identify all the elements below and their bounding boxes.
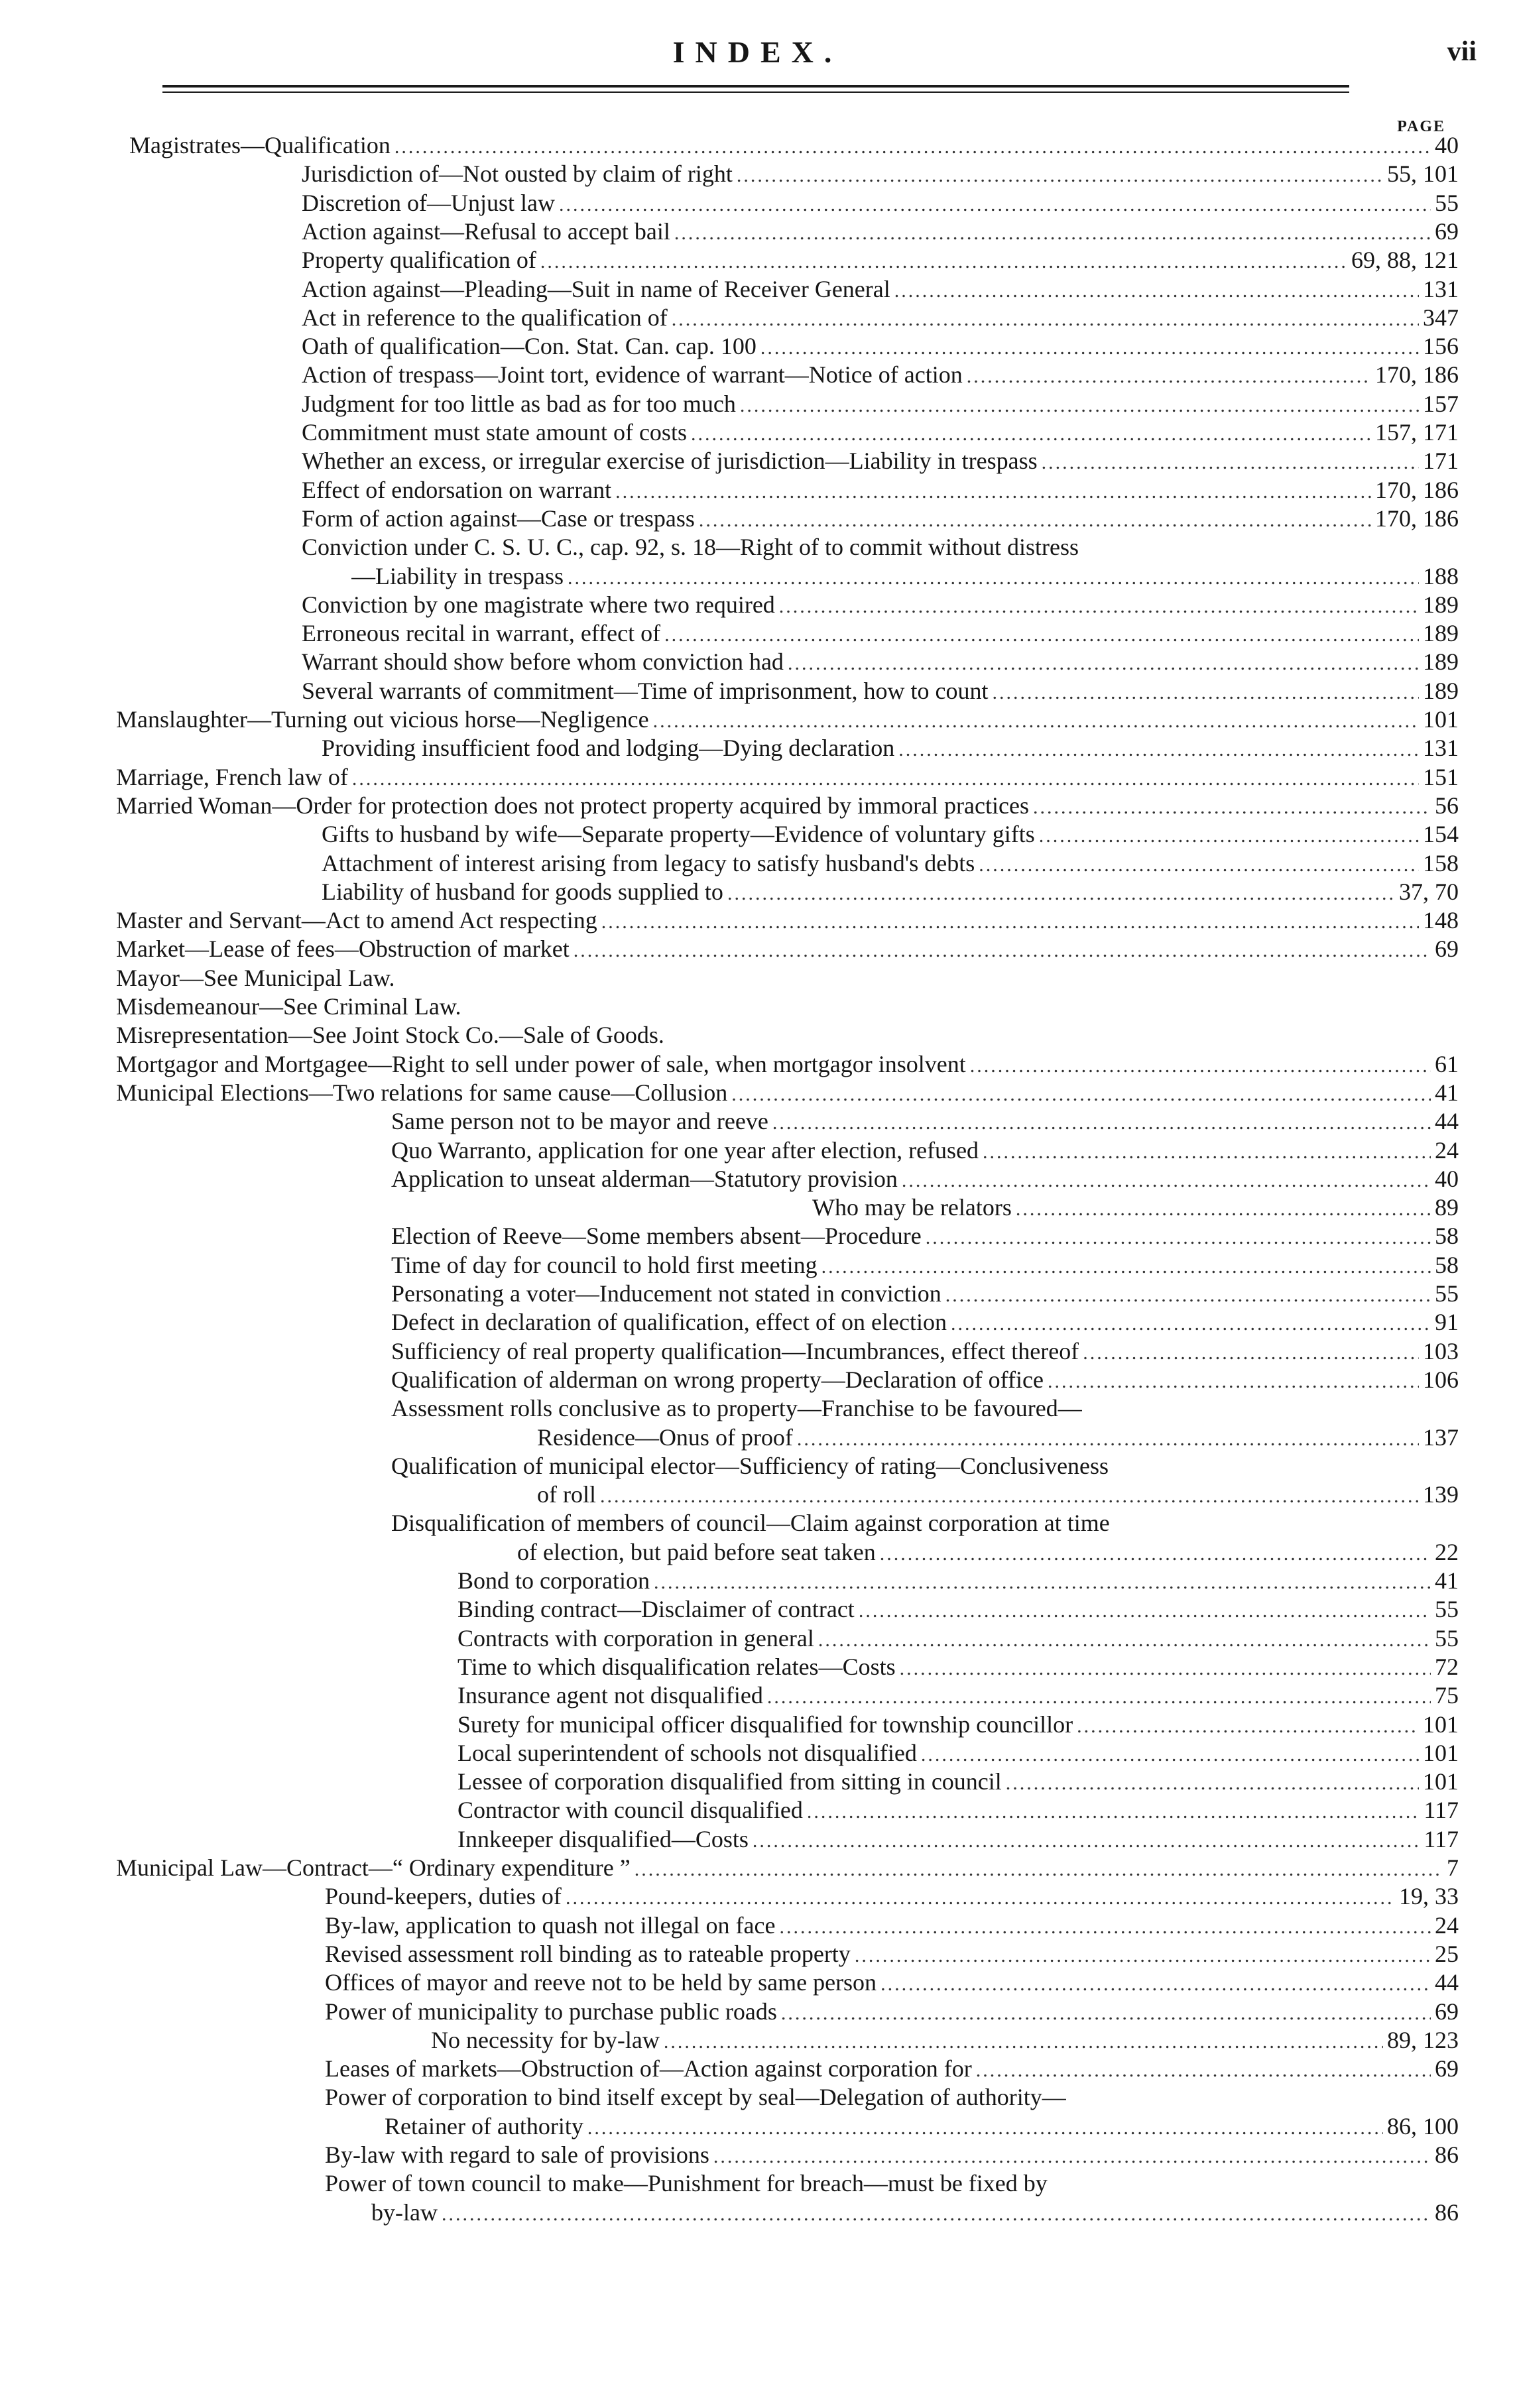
- dot-leader: [797, 1425, 1419, 1453]
- entry-pages: 24: [1435, 1137, 1459, 1164]
- entry-pages: 117: [1424, 1797, 1459, 1823]
- index-entry: [325, 1911, 1459, 1939]
- index-entry: [302, 591, 1459, 619]
- dot-leader: [894, 277, 1419, 305]
- entry-pages: 24: [1435, 1912, 1459, 1939]
- dot-leader: [898, 736, 1419, 764]
- entry-pages: 189: [1423, 648, 1459, 675]
- entry-text: Commitment must state amount of costs: [302, 419, 687, 446]
- dot-leader: [737, 162, 1383, 190]
- entry-text: Municipal Law—Contract—“ Ordinary expenditure ”: [116, 1854, 631, 1881]
- entry-pages: 101: [1423, 1740, 1459, 1766]
- page-header: [0, 34, 1515, 88]
- index-entry: [325, 1940, 1459, 1968]
- dot-leader: [993, 679, 1419, 707]
- entry-text: Lessee of corporation disqualified from sitting in council: [457, 1768, 1002, 1795]
- index-entry: [116, 1854, 1459, 1882]
- entry-pages: 37, 70: [1399, 878, 1459, 905]
- entry-pages: 157: [1423, 391, 1459, 417]
- index-entry: [302, 217, 1459, 245]
- index-entry: [116, 906, 1459, 934]
- index-entry: [457, 1711, 1459, 1738]
- index-entry: [457, 1825, 1459, 1853]
- dot-leader: [818, 1626, 1431, 1654]
- entry-pages: 188: [1423, 563, 1459, 589]
- index-entry: [116, 993, 1459, 1020]
- index-entry: [391, 1509, 1459, 1537]
- index-entry: [457, 1624, 1459, 1652]
- entry-pages: 101: [1423, 706, 1459, 733]
- dot-leader: [654, 1569, 1431, 1596]
- index-entry: [302, 533, 1459, 561]
- entry-text: Power of municipality to purchase public roads: [325, 1998, 777, 2025]
- index-entry: [302, 476, 1459, 504]
- entry-text: by-law: [371, 2199, 438, 2226]
- entry-text: Misrepresentation—See Joint Stock Co.—Sale of Goods.: [116, 1022, 664, 1048]
- index-entry: [302, 361, 1459, 389]
- entry-text: Power of corporation to bind itself except by seal—Delegation of authority—: [325, 2084, 1066, 2110]
- entry-pages: 154: [1423, 821, 1459, 847]
- dot-leader: [900, 1655, 1431, 1683]
- entry-text: Conviction under C. S. U. C., cap. 92, s. 18—Right of to commit without distress: [302, 534, 1079, 560]
- entry-pages: 25: [1435, 1941, 1459, 1967]
- entry-text: Insurance agent not disqualified: [457, 1682, 763, 1709]
- dot-leader: [600, 1482, 1419, 1510]
- index-entry: [812, 1193, 1459, 1221]
- entry-text: Act in reference to the qualification of: [302, 304, 668, 331]
- dot-leader: [731, 1081, 1431, 1109]
- index-entry: [325, 1998, 1459, 2025]
- dot-leader: [945, 1282, 1431, 1309]
- dot-leader: [880, 1970, 1431, 1998]
- entry-text: Binding contract—Disclaimer of contract: [457, 1596, 855, 1622]
- page-title: INDEX.: [672, 35, 843, 69]
- entry-text: Offices of mayor and reeve not to be held by same person: [325, 1969, 877, 1996]
- index-entry: [457, 1595, 1459, 1623]
- entry-text: Revised assessment roll binding as to rateable property: [325, 1941, 851, 1967]
- dot-leader: [674, 219, 1431, 247]
- entry-text: Time of day for council to hold first meeting: [391, 1252, 818, 1278]
- dot-leader: [779, 593, 1419, 621]
- entry-text: Misdemeanour—See Criminal Law.: [116, 993, 461, 1020]
- dot-leader: [672, 306, 1419, 333]
- entry-text: No necessity for by-law: [431, 2027, 660, 2053]
- dot-leader: [781, 2000, 1431, 2027]
- index-entry: [325, 1968, 1459, 1996]
- index-entry: [391, 1222, 1459, 1250]
- header-rule-thin: [162, 91, 1349, 93]
- dot-leader: [976, 2057, 1431, 2084]
- index-entry: [385, 2112, 1459, 2140]
- entry-text: Contractor with council disqualified: [457, 1797, 803, 1823]
- entry-text: By-law, application to quash not illegal on face: [325, 1912, 776, 1939]
- index-entry: [391, 1165, 1459, 1193]
- entry-text: Qualification of municipal elector—Sufficiency of rating—Conclusiveness: [391, 1453, 1109, 1479]
- entry-text: Innkeeper disqualified—Costs: [457, 1826, 749, 1852]
- entry-pages: 170, 186: [1375, 477, 1459, 503]
- dot-leader: [855, 1942, 1431, 1970]
- entry-text: Surety for municipal officer disqualified for township councillor: [457, 1711, 1073, 1738]
- index-entry: [457, 1768, 1459, 1795]
- entry-text: Liability of husband for goods supplied to: [322, 878, 723, 905]
- index-entry: [302, 304, 1459, 331]
- entry-pages: 69: [1435, 218, 1459, 245]
- entry-text: Defect in declaration of qualification, effect of on election: [391, 1309, 947, 1335]
- entry-text: Whether an excess, or irregular exercise of jurisdiction—Liability in trespass: [302, 448, 1038, 474]
- entry-text: Retainer of authority: [385, 2113, 583, 2139]
- entry-pages: 89: [1435, 1194, 1459, 1221]
- index-entry: [457, 1681, 1459, 1709]
- entry-pages: 7: [1447, 1854, 1459, 1881]
- index-entry: [325, 2055, 1459, 2082]
- entry-pages: 55: [1435, 1596, 1459, 1622]
- entry-text: Pound-keepers, duties of: [325, 1883, 562, 1909]
- index-entry: [391, 1107, 1459, 1135]
- entry-text: Qualification of alderman on wrong property—Declaration of office: [391, 1366, 1044, 1393]
- page-column-label: PAGE: [1397, 118, 1445, 135]
- dot-leader: [970, 1052, 1431, 1080]
- dot-leader: [859, 1597, 1431, 1625]
- index-entry: [322, 820, 1459, 848]
- dot-leader: [767, 1683, 1431, 1711]
- index-entry: [116, 964, 1459, 992]
- entry-pages: 189: [1423, 591, 1459, 618]
- entry-pages: 106: [1423, 1366, 1459, 1393]
- entry-text: Personating a voter—Inducement not stated in conviction: [391, 1280, 941, 1307]
- dot-leader: [1077, 1713, 1419, 1740]
- header-rule: [162, 85, 1349, 88]
- entry-text: Contracts with corporation in general: [457, 1625, 814, 1652]
- dot-leader: [653, 707, 1419, 735]
- index-entry: [116, 792, 1459, 819]
- index-entry: [302, 390, 1459, 418]
- entry-text: Leases of markets—Obstruction of—Action against corporation for: [325, 2055, 972, 2082]
- dot-leader: [779, 1913, 1431, 1941]
- entry-pages: 117: [1424, 1826, 1459, 1852]
- entry-pages: 40: [1435, 132, 1459, 158]
- entry-text: Manslaughter—Turning out vicious horse—Negligence: [116, 706, 649, 733]
- index-entry: [325, 2083, 1459, 2111]
- entry-pages: 69: [1435, 935, 1459, 962]
- dot-leader: [1016, 1195, 1431, 1223]
- dot-leader: [1039, 822, 1419, 850]
- entry-pages: 101: [1423, 1768, 1459, 1795]
- entry-text: Warrant should show before whom conviction had: [302, 648, 784, 675]
- entry-pages: 131: [1423, 735, 1459, 761]
- entry-pages: 347: [1423, 304, 1459, 331]
- entry-pages: 101: [1423, 1711, 1459, 1738]
- dot-leader: [772, 1109, 1431, 1137]
- entry-text: Marriage, French law of: [116, 764, 348, 790]
- dot-leader: [926, 1224, 1431, 1252]
- dot-leader: [664, 2028, 1383, 2056]
- entry-text: of election, but paid before seat taken: [517, 1539, 876, 1565]
- entry-text: Erroneous recital in warrant, effect of: [302, 620, 661, 646]
- entry-pages: 91: [1435, 1309, 1459, 1335]
- index-entry: [517, 1538, 1459, 1566]
- dot-leader: [821, 1253, 1431, 1281]
- index-entry: [537, 1423, 1459, 1451]
- entry-text: Residence—Onus of proof: [537, 1424, 793, 1451]
- index-entry: [457, 1567, 1459, 1595]
- dot-leader: [664, 621, 1419, 649]
- index-entry: [457, 1739, 1459, 1767]
- entry-pages: 55, 101: [1387, 160, 1459, 187]
- entry-text: By-law with regard to sale of provisions: [325, 2141, 709, 2168]
- entry-text: Gifts to husband by wife—Separate property—Evidence of voluntary gifts: [322, 821, 1035, 847]
- entry-text: Property qualification of: [302, 247, 536, 273]
- entry-pages: 40: [1435, 1166, 1459, 1192]
- entry-pages: 69: [1435, 1998, 1459, 2025]
- index-entry: [302, 447, 1459, 475]
- entry-text: Conviction by one magistrate where two required: [302, 591, 775, 618]
- entry-pages: 137: [1423, 1424, 1459, 1451]
- entry-text: Assessment rolls conclusive as to property—Franchise to be favoured—: [391, 1395, 1082, 1421]
- entry-pages: 75: [1435, 1682, 1459, 1709]
- entry-text: Magistrates—Qualification: [129, 132, 391, 158]
- index-entry: [116, 705, 1459, 733]
- entry-pages: 55: [1435, 1280, 1459, 1307]
- entry-text: Quo Warranto, application for one year after election, refused: [391, 1137, 979, 1164]
- index-entry: [322, 734, 1459, 762]
- index-entry: [325, 2169, 1459, 2197]
- index-entry: [116, 1021, 1459, 1049]
- entry-pages: 69, 88, 121: [1351, 247, 1459, 273]
- index-entry: [302, 332, 1459, 360]
- entry-pages: 69: [1435, 2055, 1459, 2082]
- index-entry: [302, 677, 1459, 705]
- entry-pages: 157, 171: [1375, 419, 1459, 446]
- index-entry: [457, 1796, 1459, 1824]
- index-entry: [537, 1480, 1459, 1508]
- index-entry: [116, 763, 1459, 791]
- dot-leader: [1033, 794, 1431, 821]
- dot-leader: [615, 478, 1371, 506]
- entry-text: Providing insufficient food and lodging—Dying declaration: [322, 735, 895, 761]
- entry-text: Application to unseat alderman—Statutory provision: [391, 1166, 898, 1192]
- entry-pages: 44: [1435, 1108, 1459, 1134]
- index-entry: [322, 849, 1459, 877]
- dot-leader: [559, 191, 1431, 219]
- entry-pages: 103: [1423, 1338, 1459, 1364]
- index-entry: [391, 1308, 1459, 1336]
- entry-pages: 55: [1435, 190, 1459, 216]
- dot-leader: [1042, 449, 1419, 477]
- dot-leader: [807, 1798, 1420, 1826]
- dot-leader: [788, 650, 1419, 678]
- index-entry: [391, 1394, 1459, 1422]
- dot-leader: [921, 1741, 1419, 1769]
- entry-text: Mayor—See Municipal Law.: [116, 965, 395, 991]
- index-entry: [302, 160, 1459, 188]
- entry-text: Local superintendent of schools not disqualified: [457, 1740, 917, 1766]
- dot-leader: [442, 2200, 1431, 2228]
- entry-text: Effect of endorsation on warrant: [302, 477, 612, 503]
- index-entry: [391, 1136, 1459, 1164]
- entry-pages: 72: [1435, 1654, 1459, 1680]
- dot-leader: [967, 363, 1371, 391]
- dot-leader: [979, 851, 1419, 879]
- entry-pages: 89, 123: [1387, 2027, 1459, 2053]
- dot-leader: [740, 392, 1419, 420]
- entry-pages: 41: [1435, 1079, 1459, 1106]
- index-entry: [322, 878, 1459, 906]
- dot-leader: [1048, 1368, 1419, 1396]
- entry-pages: 189: [1423, 678, 1459, 704]
- dot-leader: [753, 1827, 1420, 1855]
- entry-text: Municipal Elections—Two relations for same cause—Collusion: [116, 1079, 728, 1106]
- entry-text: Attachment of interest arising from legacy to satisfy husband's debts: [322, 850, 975, 876]
- index-entry: [391, 1452, 1459, 1480]
- dot-leader: [699, 507, 1371, 534]
- entry-text: Action of trespass—Joint tort, evidence of warrant—Notice of action: [302, 361, 963, 388]
- entry-pages: 86, 100: [1387, 2113, 1459, 2139]
- index-entry: [302, 619, 1459, 647]
- entry-pages: 55: [1435, 1625, 1459, 1652]
- index-entry: [391, 1251, 1459, 1279]
- index-entry: [302, 648, 1459, 676]
- entry-text: Master and Servant—Act to amend Act respecting: [116, 907, 597, 933]
- entry-pages: 44: [1435, 1969, 1459, 1996]
- dot-leader: [727, 880, 1395, 908]
- index-entry: [116, 1079, 1459, 1107]
- dot-leader: [352, 765, 1419, 793]
- entry-pages: 86: [1435, 2199, 1459, 2226]
- entry-pages: 189: [1423, 620, 1459, 646]
- entry-text: Disqualification of members of council—Claim against corporation at time: [391, 1510, 1110, 1536]
- dot-leader: [568, 564, 1419, 592]
- entry-text: Married Woman—Order for protection does not protect property acquired by immoral practices: [116, 792, 1029, 819]
- entry-text: —Liability in trespass: [351, 563, 564, 589]
- entry-pages: 170, 186: [1375, 505, 1459, 532]
- entry-text: Market—Lease of fees—Obstruction of market: [116, 935, 570, 962]
- entry-text: of roll: [537, 1481, 596, 1508]
- entry-pages: 19, 33: [1399, 1883, 1459, 1909]
- entry-text: Bond to corporation: [457, 1567, 650, 1594]
- entry-text: Same person not to be mayor and reeve: [391, 1108, 768, 1134]
- entry-text: Mortgagor and Mortgagee—Right to sell under power of sale, when mortgagor insolvent: [116, 1051, 966, 1077]
- entry-text: Time to which disqualification relates—Costs: [457, 1654, 896, 1680]
- entry-pages: 58: [1435, 1223, 1459, 1249]
- entry-pages: 41: [1435, 1567, 1459, 1594]
- entry-text: Jurisdiction of—Not ousted by claim of right: [302, 160, 733, 187]
- index-entry: [391, 1337, 1459, 1365]
- entry-pages: 61: [1435, 1051, 1459, 1077]
- dot-leader: [1083, 1339, 1419, 1367]
- dot-leader: [951, 1310, 1431, 1338]
- page-number: vii: [1447, 36, 1477, 67]
- dot-leader: [540, 248, 1347, 276]
- index-entry: [391, 1280, 1459, 1307]
- index-entry: [325, 1882, 1459, 1910]
- dot-leader: [902, 1167, 1431, 1195]
- dot-leader: [760, 334, 1419, 362]
- index-entry: [302, 189, 1459, 217]
- dot-leader: [635, 1856, 1443, 1884]
- entry-pages: 151: [1423, 764, 1459, 790]
- entry-text: Discretion of—Unjust law: [302, 190, 555, 216]
- dot-leader: [880, 1540, 1431, 1568]
- dot-leader: [1006, 1770, 1419, 1797]
- index-entry: [371, 2198, 1459, 2226]
- entry-text: Who may be relators: [812, 1194, 1012, 1221]
- index-entry: [302, 418, 1459, 446]
- entry-pages: 86: [1435, 2141, 1459, 2168]
- index-entry: [302, 275, 1459, 303]
- entry-pages: 22: [1435, 1539, 1459, 1565]
- index-entry: [431, 2026, 1459, 2054]
- dot-leader: [574, 937, 1431, 965]
- entry-text: Several warrants of commitment—Time of imprisonment, how to count: [302, 678, 989, 704]
- entry-text: Action against—Refusal to accept bail: [302, 218, 670, 245]
- dot-leader: [601, 908, 1419, 936]
- index-entry: [302, 246, 1459, 274]
- entry-pages: 56: [1435, 792, 1459, 819]
- entry-pages: 131: [1423, 276, 1459, 302]
- dot-leader: [394, 133, 1431, 161]
- entry-pages: 156: [1423, 333, 1459, 359]
- index-entry: [302, 505, 1459, 532]
- entry-pages: 170, 186: [1375, 361, 1459, 388]
- dot-leader: [691, 420, 1371, 448]
- dot-leader: [566, 1884, 1395, 1912]
- index-entry: [129, 131, 1459, 159]
- index-entry: [351, 562, 1459, 590]
- entry-text: Form of action against—Case or trespass: [302, 505, 695, 532]
- entry-text: Judgment for too little as bad as for too much: [302, 391, 736, 417]
- entry-pages: 158: [1423, 850, 1459, 876]
- entry-text: Power of town council to make—Punishment for breach—must be fixed by: [325, 2170, 1048, 2197]
- entry-pages: 139: [1423, 1481, 1459, 1508]
- index-entry: [325, 2141, 1459, 2169]
- entry-pages: 171: [1423, 448, 1459, 474]
- dot-leader: [587, 2114, 1383, 2142]
- index-entry: [391, 1366, 1459, 1394]
- index-entry: [116, 935, 1459, 963]
- entry-pages: 58: [1435, 1252, 1459, 1278]
- entry-text: Sufficiency of real property qualification—Incumbrances, effect thereof: [391, 1338, 1079, 1364]
- entry-text: Election of Reeve—Some members absent—Procedure: [391, 1223, 922, 1249]
- entry-pages: 148: [1423, 907, 1459, 933]
- index-entry: [457, 1653, 1459, 1681]
- index-entry: [116, 1050, 1459, 1078]
- dot-leader: [713, 2143, 1431, 2171]
- dot-leader: [983, 1138, 1431, 1166]
- entry-text: Action against—Pleading—Suit in name of Receiver General: [302, 276, 890, 302]
- entry-text: Oath of qualification—Con. Stat. Can. cap. 100: [302, 333, 757, 359]
